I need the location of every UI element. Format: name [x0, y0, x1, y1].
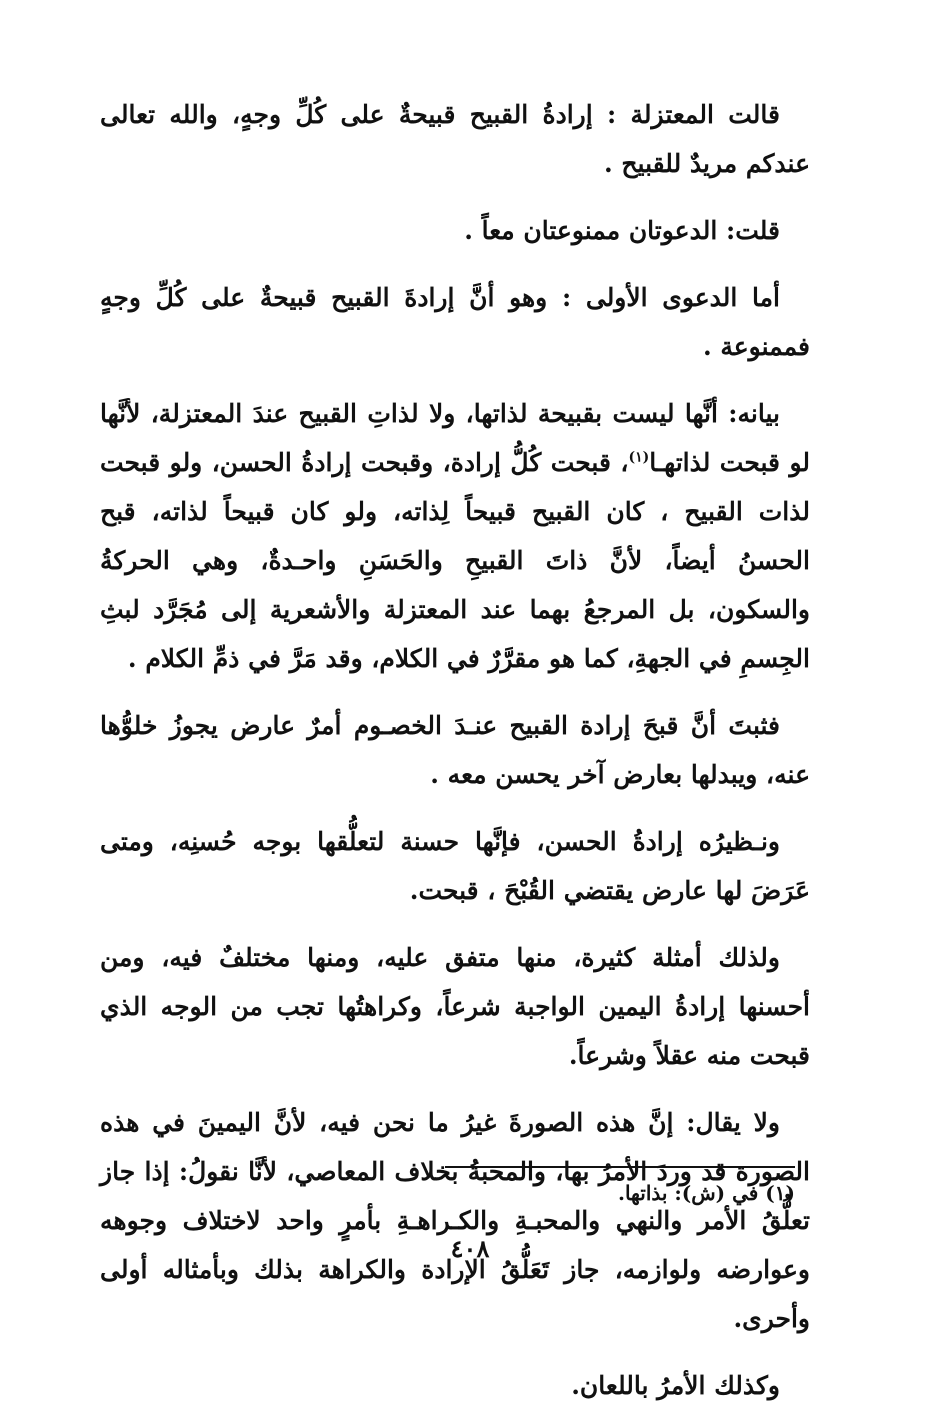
paragraph-examples: ولذلك أمثلة كثيرة، منها متفق عليه، ومنها مختلفٌ فيه، ومن أحسنها إرادةُ اليمين الواجبة شرعاً، وكراهتُها تجب من الوجه الذي قبحت منه عقلاً وشرعاً. [100, 943, 810, 1070]
paragraph-explanation [100, 389, 810, 683]
paragraph-analogy: ونـظيرُه إرادةُ الحسن، فإنَّها حسنة لتعلُّقها بوجه حُسنِه، ومتى عَرَضَ لها عارض يقتضي القُبْحَ ، قبحت. [100, 827, 810, 905]
paragraph-two-claims: قلت: الدعوتان ممنوعتان معاً . [464, 216, 780, 245]
paragraph-mutazila-claim: قالت المعتزلة : إرادةُ القبيح قبيحةٌ على كُلِّ وجهٍ، والله تعالى عندكم مريدٌ للقبيح . [100, 100, 810, 178]
explanation-text-end: ، قبحت كُلُّ إرادة، وقبحت إرادةُ الحسن، ولو قبحت لذات القبيح ، كان القبيح قبيحاً لِذاته، ولو كان قبيحاً لذاته، قبح الحسنُ أيضاً، لأنَّ ذاتَ القبيحِ والحَسَنِ واحـدةٌ، وهي الحركةُ والسكون، بل المرجعُ بهما عند المعتزلة والأشعرية إلى مُجَرَّد لبثِ الجِسمِ في الجهةِ، كما هو مقرَّرٌ في الكلام، وقد مَرَّ في ذمِّ الكلام . [100, 448, 810, 673]
footnote-reference: (١) [628, 449, 650, 466]
paragraph-conclusion: فثبتَ أنَّ قبحَ إرادة القبيح عنـدَ الخصـوم أمرٌ عارض يجوزُ خلوُّها عنه، ويبدلها بعارض آخر يحسن معه . [100, 711, 810, 789]
paragraph-lian: وكذلك الأمرُ باللعان. [571, 1371, 780, 1400]
main-text [100, 90, 810, 1410]
footnote: (١) في (ش): بذاتها. [618, 1181, 795, 1205]
page-number: ٤٠٨ [450, 1234, 490, 1263]
explanation-text-start: بيانه: أنَّها ليست بقبيحة لذاتها، ولا لذاتِ القبيح عندَ المعتزلة، لأنَّها لو قبحت لذاتهـا [100, 399, 810, 477]
paragraph-first-claim: أما الدعوى الأولى : وهو أنَّ إرادةَ القبيح قبيحةٌ على كُلِّ وجهٍ فممنوعة . [100, 283, 810, 361]
paragraph-objection: ولا يقال: إنَّ هذه الصورةَ غيرُ ما نحن فيه، لأنَّ اليمينَ في هذه الصورة قد وردَ الأمرُ بها، والمحبةُ بخلاف المعاصي، لأنَّا نقولُ: إذا جاز تعلُّقُ الأمر والنهي والمحبـةِ والكـراهـةِ بأمرٍ واحد لاختلاف وجوهه وعوارضه ولوازمه، جاز تَعَلُّقُ الإرادة والكراهة بذلك وبأمثاله أولى وأحرى. [100, 1108, 810, 1333]
footnote-divider [445, 1166, 795, 1168]
